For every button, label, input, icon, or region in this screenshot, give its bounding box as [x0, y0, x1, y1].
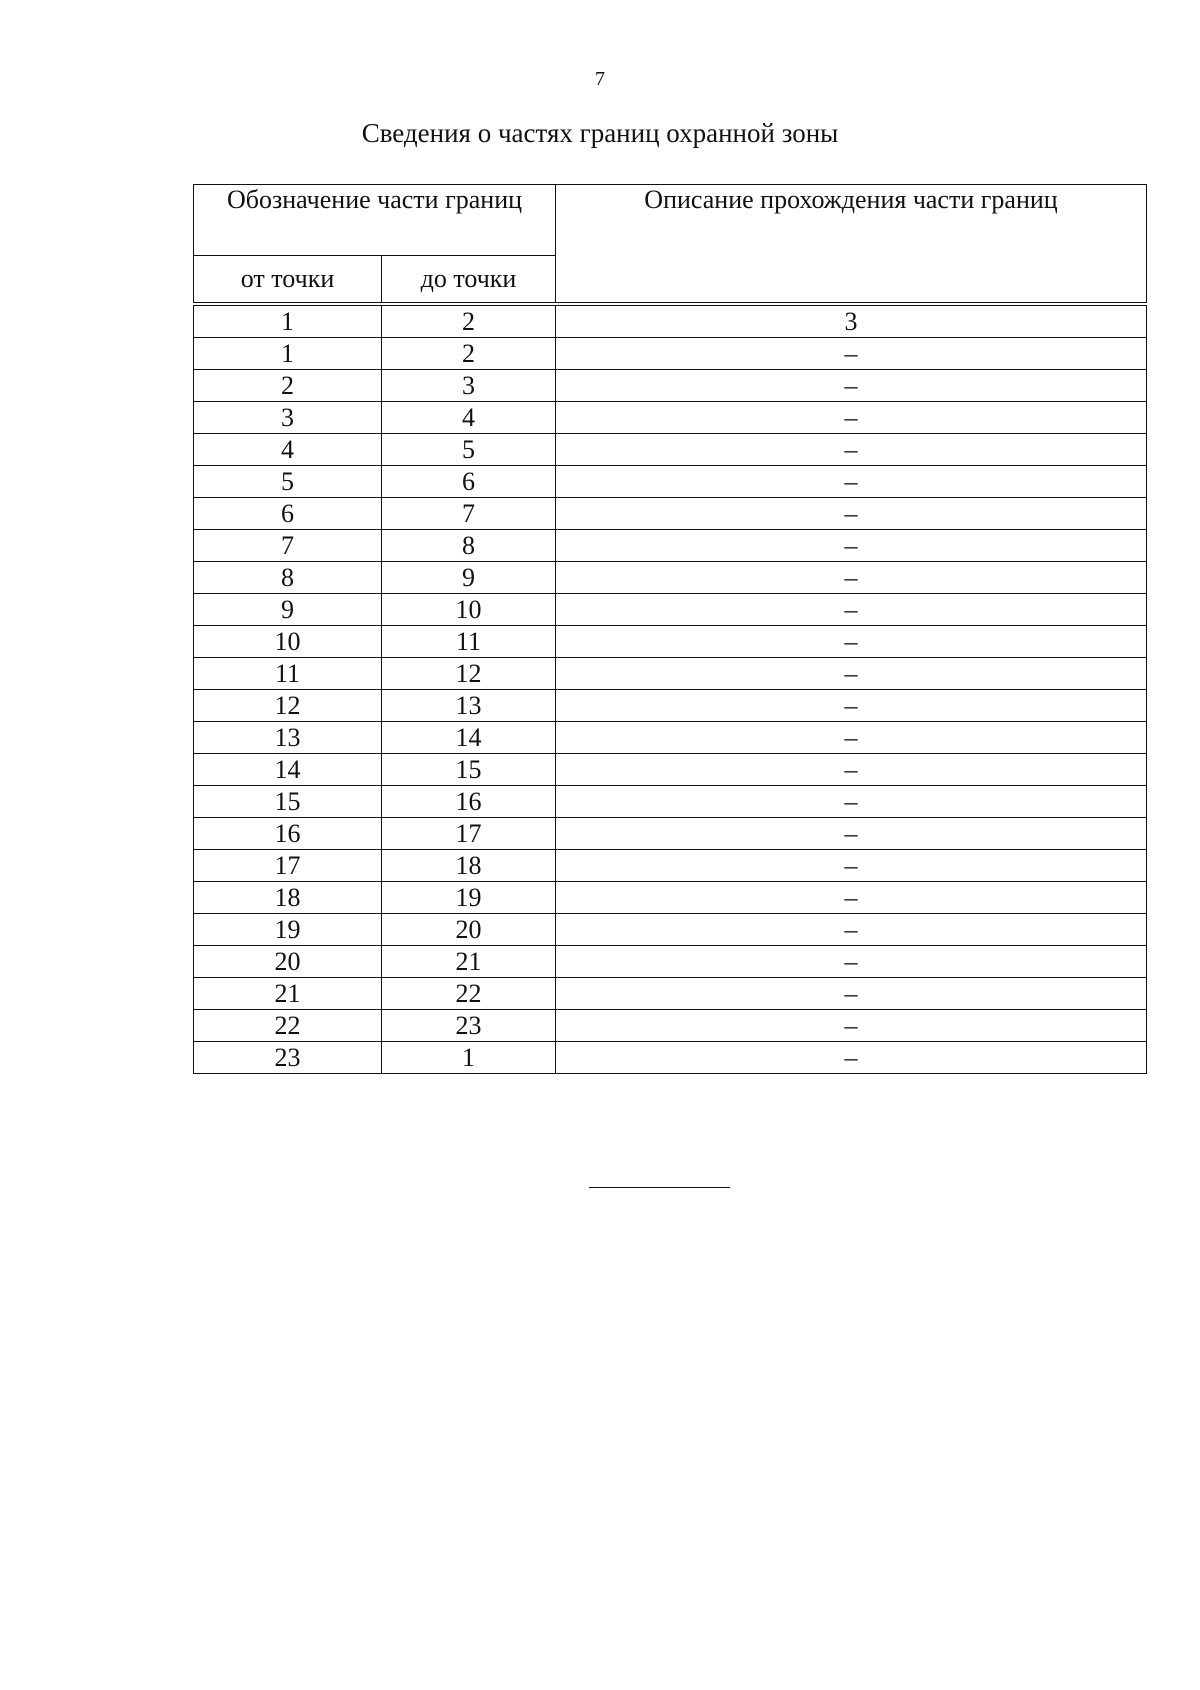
from-point-cell: 11 [194, 658, 382, 690]
description-cell: – [556, 1042, 1147, 1074]
table-row [194, 530, 1147, 562]
description-cell: – [556, 914, 1147, 946]
from-point-cell: 7 [194, 530, 382, 562]
to-point-cell: 10 [382, 594, 556, 626]
table-row [194, 370, 1147, 402]
boundary-part-description-header: Описание прохождения части границ [556, 185, 1147, 303]
description-cell: – [556, 722, 1147, 754]
to-point-cell: 21 [382, 946, 556, 978]
description-cell: – [556, 978, 1147, 1010]
table-row [194, 786, 1147, 818]
description-cell: – [556, 434, 1147, 466]
table-row [194, 722, 1147, 754]
to-point-cell: 7 [382, 498, 556, 530]
description-cell: – [556, 402, 1147, 434]
description-cell: – [556, 946, 1147, 978]
to-point-cell: 14 [382, 722, 556, 754]
to-point-cell: 2 [382, 338, 556, 370]
from-point-cell: 12 [194, 690, 382, 722]
to-point-cell: 13 [382, 690, 556, 722]
table-row [194, 914, 1147, 946]
to-point-cell: 9 [382, 562, 556, 594]
column-number-2: 2 [382, 306, 556, 338]
column-number-3: 3 [556, 306, 1147, 338]
to-point-cell: 4 [382, 402, 556, 434]
description-cell: – [556, 818, 1147, 850]
table-body [194, 306, 1147, 1074]
description-cell: – [556, 338, 1147, 370]
to-point-cell: 12 [382, 658, 556, 690]
boundary-part-designation-header: Обозначение части границ [194, 185, 556, 256]
description-cell: – [556, 850, 1147, 882]
column-number-row [194, 306, 1147, 338]
to-point-cell: 17 [382, 818, 556, 850]
from-point-cell: 9 [194, 594, 382, 626]
description-cell: – [556, 498, 1147, 530]
description-cell: – [556, 754, 1147, 786]
to-point-cell: 8 [382, 530, 556, 562]
table-header [194, 185, 1147, 306]
to-point-cell: 3 [382, 370, 556, 402]
description-cell: – [556, 370, 1147, 402]
table-row [194, 466, 1147, 498]
to-point-cell: 1 [382, 1042, 556, 1074]
from-point-cell: 20 [194, 946, 382, 978]
table-row [194, 1010, 1147, 1042]
description-cell: – [556, 626, 1147, 658]
table-row [194, 338, 1147, 370]
description-cell: – [556, 1010, 1147, 1042]
table-row [194, 562, 1147, 594]
from-point-cell: 13 [194, 722, 382, 754]
page-title: Сведения о частях границ охранной зоны [361, 118, 839, 148]
from-point-cell: 14 [194, 754, 382, 786]
from-point-cell: 18 [194, 882, 382, 914]
table-row [194, 754, 1147, 786]
page-number: 7 [595, 68, 605, 90]
table-row [194, 946, 1147, 978]
to-point-header: до точки [382, 256, 556, 303]
from-point-cell: 1 [194, 338, 382, 370]
table-row [194, 818, 1147, 850]
table-row [194, 1042, 1147, 1074]
table-row [194, 594, 1147, 626]
from-point-cell: 3 [194, 402, 382, 434]
from-point-cell: 17 [194, 850, 382, 882]
from-point-cell: 10 [194, 626, 382, 658]
from-point-cell: 23 [194, 1042, 382, 1074]
description-cell: – [556, 658, 1147, 690]
from-point-cell: 15 [194, 786, 382, 818]
from-point-cell: 2 [194, 370, 382, 402]
to-point-cell: 11 [382, 626, 556, 658]
to-point-cell: 20 [382, 914, 556, 946]
to-point-cell: 22 [382, 978, 556, 1010]
boundary-parts-table [193, 184, 1147, 1074]
header-row [194, 185, 1147, 256]
table-row [194, 690, 1147, 722]
table-row [194, 626, 1147, 658]
table-row [194, 658, 1147, 690]
table-row [194, 882, 1147, 914]
from-point-cell: 16 [194, 818, 382, 850]
to-point-cell: 5 [382, 434, 556, 466]
from-point-cell: 5 [194, 466, 382, 498]
description-cell: – [556, 594, 1147, 626]
to-point-cell: 19 [382, 882, 556, 914]
description-cell: – [556, 786, 1147, 818]
description-cell: – [556, 882, 1147, 914]
description-cell: – [556, 466, 1147, 498]
table-row [194, 498, 1147, 530]
table-row [194, 434, 1147, 466]
from-point-cell: 6 [194, 498, 382, 530]
table-row [194, 850, 1147, 882]
description-cell: – [556, 562, 1147, 594]
from-point-cell: 21 [194, 978, 382, 1010]
to-point-cell: 23 [382, 1010, 556, 1042]
table-row [194, 402, 1147, 434]
to-point-cell: 18 [382, 850, 556, 882]
from-point-cell: 8 [194, 562, 382, 594]
from-point-cell: 19 [194, 914, 382, 946]
from-point-header: от точки [194, 256, 382, 303]
to-point-cell: 16 [382, 786, 556, 818]
description-cell: – [556, 530, 1147, 562]
table-row [194, 978, 1147, 1010]
from-point-cell: 22 [194, 1010, 382, 1042]
to-point-cell: 6 [382, 466, 556, 498]
to-point-cell: 15 [382, 754, 556, 786]
end-rule-divider [589, 1187, 730, 1188]
description-cell: – [556, 690, 1147, 722]
from-point-cell: 4 [194, 434, 382, 466]
column-number-1: 1 [194, 306, 382, 338]
